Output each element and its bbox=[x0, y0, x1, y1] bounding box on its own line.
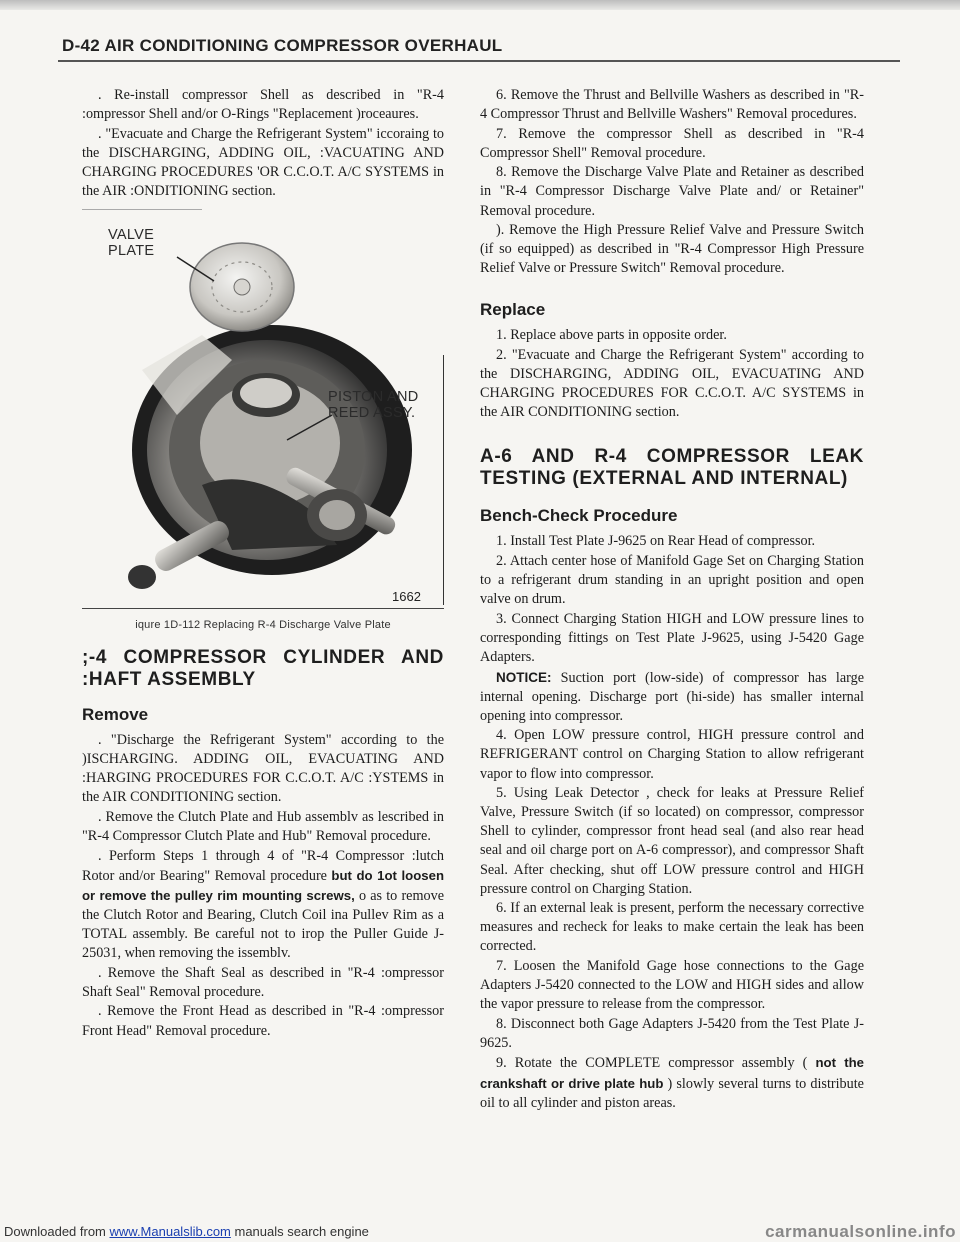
figure-number: 1662 bbox=[392, 589, 421, 605]
callout-piston-reed: PISTON AND REED ASSY. bbox=[328, 389, 419, 422]
paragraph: 1. Install Test Plate J-9625 on Rear Head of compressor. bbox=[496, 533, 816, 550]
paragraph: 8. Remove the Discharge Valve Plate and Retainer as described in "R-4 Compressor Discharge Valve Plate and/ or Retainer" Removal procedure. bbox=[480, 164, 864, 219]
notice-paragraph bbox=[480, 668, 864, 726]
remove-heading: Remove bbox=[82, 705, 149, 725]
figure-caption: iqure 1D-112 Replacing R-4 Discharge Valve Plate bbox=[135, 619, 391, 632]
text: . Perform Steps 1 through 4 of "R-4 Compressor :lutch Rotor and/or Bearing" Removal procedure bbox=[82, 847, 444, 884]
paragraph: . "Discharge the Refrigerant System" according to the )ISCHARGING. ADDING OIL, EVACUATING AND :HARGING PROCEDURES FOR C.C.O.T. A/C :YSTEMS in the AIR CONDITIONING section. bbox=[82, 732, 444, 806]
footer bbox=[0, 1222, 960, 1242]
text: o as to remove the Clutch Rotor and Bearing, Clutch Coil ina Pullev Rim as a TOTAL assembly. Be careful not to irop the Puller Guide J-25031, when removing the issemblv. bbox=[82, 887, 444, 962]
paragraph: 2. "Evacuate and Charge the Refrigerant System" according to the DISCHARGING, ADDING OIL, EVACUATING AND CHARGING PROCEDURES FOR C.C.O.T. A/C SYSTEMS in the AIR CONDITIONING section. bbox=[480, 347, 864, 421]
section-title-leak-testing: A-6 AND R-4 COMPRESSOR LEAK TESTING (EXTERNAL AND INTERNAL) bbox=[480, 446, 864, 490]
callout-valve-plate: VALVE PLATE bbox=[108, 227, 155, 260]
paragraph: 2. Attach center hose of Manifold Gage Set on Charging Station to a refrigerant drum standing in an upright position and open valve on drum. bbox=[480, 553, 864, 608]
paragraph: 6. Remove the Thrust and Bellville Washers as described in "R-4 Compressor Thrust and Bellville Washers" Removal procedures. bbox=[480, 87, 864, 123]
paragraph: . "Evacuate and Charge the Refrigerant System" iccoraing to the DISCHARGING, ADDING OIL, :VACUATING AND CHARGING PROCEDURES 'OR C.C.O.T. A/C SYSTEMS in the AIR :ONDITIONING section. bbox=[82, 125, 444, 199]
paragraph: 7. Remove the compressor Shell as described in "R-4 Compressor Shell" Removal procedure. bbox=[480, 125, 864, 161]
left-column bbox=[82, 86, 444, 1041]
paragraph: 5. Using Leak Detector , check for leaks at Pressure Relief Valve, Pressure Switch (if so located) on compressor, compressor Shell to cylinder, compressor front head seal (and also rear head seal and oil charge port on A-6 compressor), and compressor Shaft Seal. After checking, shut off LOW pressure control and HIGH pressure control on Charging Station. bbox=[480, 785, 864, 897]
watermark: carmanualsonline.info bbox=[765, 1222, 956, 1241]
paragraph bbox=[480, 1053, 864, 1112]
bold-warning: but do 1ot loosen or remove the pulley rim mounting screws, bbox=[82, 867, 444, 903]
footer-suffix: manuals search engine bbox=[230, 1224, 369, 1239]
footer-prefix: Downloaded from bbox=[4, 1224, 110, 1239]
paragraph: . Remove the Shaft Seal as described in "R-4 :ompressor Shaft Seal" Removal procedure. bbox=[82, 964, 444, 1000]
figure-valve-plate bbox=[82, 215, 444, 609]
header-rule bbox=[58, 60, 900, 62]
replace-heading: Replace bbox=[480, 300, 546, 320]
page-header: D-42 AIR CONDITIONING COMPRESSOR OVERHAUL bbox=[62, 36, 503, 55]
section-title-cylinder-shaft: ;-4 COMPRESSOR CYLINDER AND :HAFT ASSEMBLY bbox=[82, 647, 444, 691]
manualslib-link[interactable]: www.Manualslib.com bbox=[109, 1224, 231, 1239]
paragraph bbox=[82, 847, 444, 964]
notice-label: NOTICE: bbox=[496, 669, 552, 685]
footer-source bbox=[4, 1224, 369, 1239]
paragraph: 7. Loosen the Manifold Gage hose connections to the Gage Adapters J-5420 connected to the LOW and HIGH sides and allow the vapor pressure to release from the compressor. bbox=[480, 957, 864, 1013]
figure-divider bbox=[82, 209, 202, 210]
paragraph: . Remove the Front Head as described in "R-4 :ompressor Front Head" Removal procedure. bbox=[82, 1003, 444, 1039]
paragraph: ). Remove the High Pressure Relief Valve and Pressure Switch (if so equipped) as described in "R-4 Compressor High Pressure Relief Valve or Pressure Switch" Removal procedure. bbox=[480, 222, 864, 277]
paragraph: 4. Open LOW pressure control, HIGH pressure control and REFRIGERANT control on Charging Station to allow refrigerant vapor to flow into compressor. bbox=[480, 727, 864, 782]
paragraph: 8. Disconnect both Gage Adapters J-5420 from the Test Plate J-9625. bbox=[480, 1015, 864, 1051]
paragraph: 3. Connect Charging Station HIGH and LOW pressure lines to corresponding fittings on Test Plate J-9625, using J-5420 Gage Adapters. bbox=[480, 610, 864, 665]
right-column bbox=[480, 86, 864, 1113]
scan-top-band bbox=[0, 0, 960, 10]
figure-border-bottom bbox=[82, 608, 444, 609]
bold-warning: not the crankshaft or drive plate hub bbox=[480, 1055, 864, 1091]
bench-check-heading: Bench-Check Procedure bbox=[480, 506, 678, 526]
text: 9. Rotate the COMPLETE compressor assembly ( bbox=[496, 1055, 816, 1072]
text: ) slowly several turns to distribute oil to all cylinder and piston areas. bbox=[480, 1075, 864, 1111]
paragraph: . Re-install compressor Shell as described in "R-4 :ompressor Shell and/or O-Rings "Replacement )roceaures. bbox=[82, 87, 444, 123]
figure-border-right bbox=[443, 355, 444, 605]
notice-text: Suction port (low-side) of compressor has large internal opening. Discharge port (hi-side) has smaller internal opening into compressor. bbox=[480, 669, 864, 724]
paragraph: . Remove the Clutch Plate and Hub assemblv as lescribed in "R-4 Compressor Clutch Plate and Hub" Removal procedure. bbox=[82, 809, 444, 845]
paragraph: 6. If an external leak is present, perform the necessary corrective measures and recheck for leaks to make certain the leak has been corrected. bbox=[480, 900, 864, 955]
paragraph: 1. Replace above parts in opposite order. bbox=[496, 327, 727, 344]
